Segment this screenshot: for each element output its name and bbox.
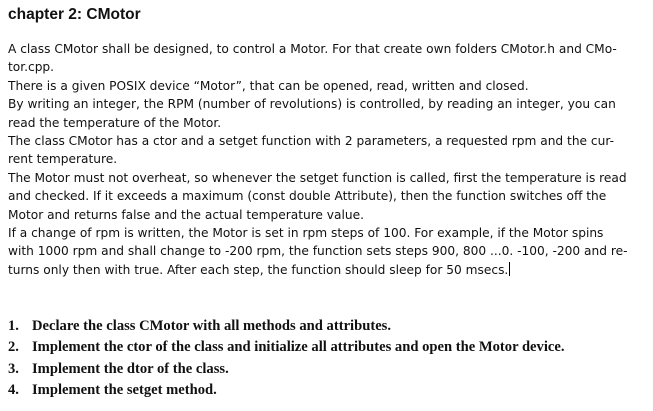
text-line: tor.cpp. xyxy=(8,60,55,75)
task-text: Declare the class CMotor with all methods and attributes. xyxy=(32,318,392,334)
text-line: By writing an integer, the RPM (number of revolutions) is controlled, by reading an integer, you can xyxy=(8,97,616,112)
task-text: Implement the ctor of the class and initialize all attributes and open the Motor device. xyxy=(32,339,565,356)
task-number: 3. xyxy=(8,360,19,377)
text-line: and checked. If it exceeds a maximum (const double Attribute), then the function switches off the xyxy=(8,189,607,204)
text-line-last xyxy=(8,261,648,279)
description-text[interactable] xyxy=(8,40,648,279)
task-item xyxy=(8,380,565,401)
task-item xyxy=(8,359,565,380)
task-list xyxy=(8,316,565,401)
text-line: rent temperature. xyxy=(8,152,118,167)
text-line: The class CMotor has a ctor and a setget function with 2 parameters, a requested rpm and the cur- xyxy=(8,133,614,148)
task-item xyxy=(8,337,565,358)
text-line: The Motor must not overheat, so whenever the setget function is called, first the temperature is read xyxy=(8,170,627,185)
task-text: Implement the setget method. xyxy=(32,381,217,398)
chapter-title: chapter 2: CMotor xyxy=(8,6,141,23)
text-line: with 1000 rpm and shall change to -200 rpm, the function sets steps 900, 800 ...0. -100, -200 and re- xyxy=(8,244,628,259)
task-number: 1. xyxy=(8,318,19,334)
text-line: There is a given POSIX device “Motor”, that can be opened, read, written and closed. xyxy=(8,78,529,93)
text-line: Motor and returns false and the actual temperature value. xyxy=(8,207,364,222)
task-item xyxy=(8,316,565,337)
task-text: Implement the dtor of the class. xyxy=(32,360,229,377)
text-line: If a change of rpm is written, the Motor is set in rpm steps of 100. For example, if the Motor spins xyxy=(8,225,604,240)
text-line: read the temperature of the Motor. xyxy=(8,115,222,130)
text-line: A class CMotor shall be designed, to control a Motor. For that create own folders CMotor.h and CMo- xyxy=(8,42,617,56)
task-number: 2. xyxy=(8,339,19,356)
task-number: 4. xyxy=(8,381,19,398)
text-cursor xyxy=(509,262,510,276)
text-line-content: turns only then with true. After each step, the function should sleep for 50 msecs. xyxy=(8,262,509,277)
